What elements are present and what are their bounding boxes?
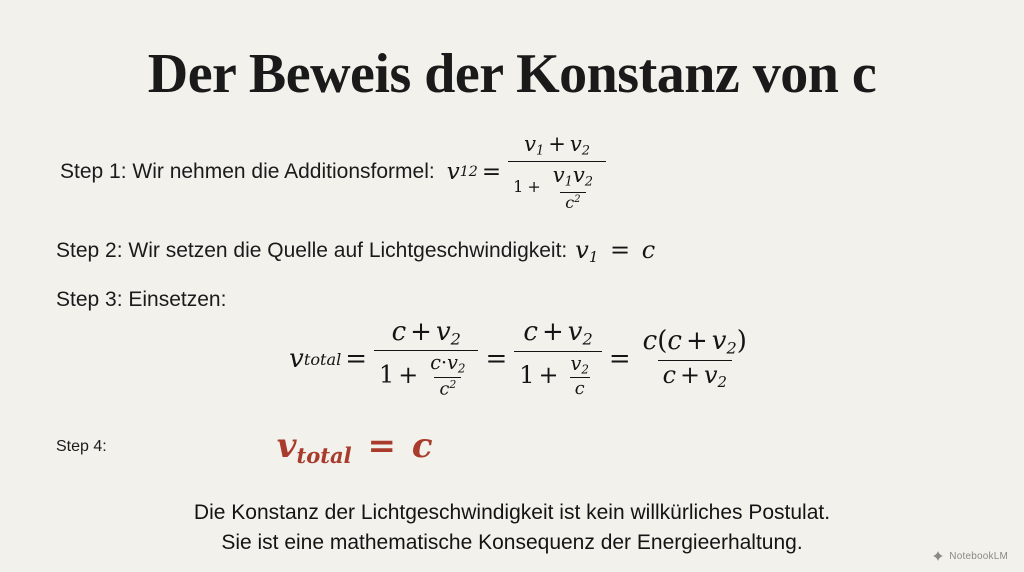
conclusion — [56, 498, 968, 558]
math-equals: = — [609, 236, 631, 265]
math-equals: = — [367, 425, 397, 466]
math-sub-1: 1 — [588, 248, 599, 267]
math-plus: + — [398, 360, 419, 389]
math-equals: = — [345, 344, 368, 375]
step-3-label: Step 3: Einsetzen: — [56, 288, 227, 312]
math-sub-12: 12 — [459, 164, 478, 181]
conclusion-line-1: Die Konstanz der Lichtgeschwindigkeit ist kein willkürliches Postulat. — [193, 500, 831, 524]
math-v: v — [524, 132, 536, 157]
fraction-denominator — [570, 377, 590, 399]
math-c: c — [574, 379, 585, 400]
math-equals: = — [481, 159, 502, 186]
step-2-formula — [575, 236, 655, 266]
fraction-numerator — [548, 163, 598, 192]
math-c: c — [662, 360, 676, 389]
fraction-step1 — [508, 132, 606, 212]
math-sub-2: 2 — [582, 329, 593, 349]
fraction-denominator — [434, 377, 461, 400]
fraction-denominator — [514, 351, 602, 400]
math-sub-2: 2 — [581, 361, 589, 376]
fraction-denominator — [508, 161, 606, 212]
math-c: c — [439, 379, 450, 400]
math-v: v — [289, 344, 304, 375]
fraction-numerator — [425, 352, 470, 377]
math-v: v — [447, 351, 458, 375]
fraction-term-2 — [514, 318, 602, 399]
math-c: c — [523, 317, 538, 348]
math-v: v — [435, 317, 451, 348]
fraction-term-3 — [638, 327, 752, 390]
math-plus: + — [538, 360, 559, 389]
inner-fraction — [425, 352, 470, 400]
math-sup-2: 2 — [449, 378, 457, 392]
math-sub-2: 2 — [457, 361, 466, 376]
fraction-numerator — [518, 318, 597, 350]
math-plus: + — [527, 177, 541, 197]
math-v: v — [569, 132, 582, 157]
math-sub-2: 2 — [717, 373, 727, 391]
math-v: v — [567, 317, 583, 348]
math-c: c — [391, 317, 407, 348]
math-c: c — [411, 425, 433, 466]
watermark-label: NotebookLM — [949, 550, 1008, 562]
math-c: c — [565, 192, 575, 212]
math-cdot: · — [441, 351, 448, 375]
step-2-label: Step 2: Wir setzen die Quelle auf Lichtgeschwindigkeit: — [56, 239, 568, 263]
step-4-row — [56, 426, 968, 468]
math-v: v — [552, 163, 565, 188]
math-v: v — [572, 163, 585, 188]
fraction-term-1 — [374, 318, 478, 400]
step-3-row — [56, 288, 968, 400]
step-3-label-line — [56, 288, 968, 312]
step-1-row — [56, 132, 968, 212]
fraction-denominator — [374, 350, 478, 400]
math-c: c — [642, 326, 658, 357]
math-v: v — [711, 326, 727, 357]
step-1-formula — [447, 132, 609, 212]
conclusion-line-2: Sie ist eine mathematische Konsequenz der Energieerhaltung. — [221, 530, 803, 554]
math-v: v — [704, 360, 718, 389]
inner-fraction — [566, 353, 594, 400]
step-3-formula — [76, 318, 968, 400]
notebooklm-logo-icon — [932, 550, 944, 562]
math-plus: + — [685, 326, 708, 357]
math-v: v — [446, 159, 460, 186]
math-v: v — [570, 351, 582, 375]
math-sup-2: 2 — [574, 193, 581, 205]
math-plus: + — [541, 317, 564, 348]
math-sub-2: 2 — [726, 338, 737, 358]
step-1-label: Step 1: Wir nehmen die Additionsformel: — [60, 160, 435, 184]
math-plus: + — [679, 360, 700, 389]
math-sub-1: 1 — [564, 174, 573, 190]
math-c: c — [430, 351, 442, 375]
math-plus: + — [548, 132, 566, 157]
math-sub-total: total — [303, 349, 342, 369]
inner-fraction — [548, 163, 598, 212]
math-one: 1 — [513, 177, 524, 197]
math-v: v — [575, 236, 589, 265]
math-equals: = — [485, 344, 508, 375]
fraction-denominator — [560, 192, 585, 212]
fraction-denominator — [658, 360, 732, 391]
math-sub-2: 2 — [581, 144, 591, 160]
math-sub-2: 2 — [450, 329, 461, 349]
fraction-numerator — [566, 353, 594, 378]
fraction-numerator: $c(c + v_2)$ — [642, 326, 747, 358]
fraction-numerator — [387, 318, 466, 350]
step-4-result — [277, 426, 433, 468]
math-plus: + — [410, 317, 432, 348]
math-sub-2: 2 — [584, 174, 594, 190]
slide-body — [0, 104, 1024, 557]
math-c: c — [641, 236, 656, 265]
math-one: 1 — [379, 360, 395, 389]
math-one: 1 — [519, 360, 535, 389]
watermark — [932, 550, 1008, 562]
math-sub-total: total — [296, 442, 352, 468]
page-title: Der Beweis der Konstanz von c — [147, 43, 877, 105]
math-c: c — [667, 326, 682, 357]
fraction-numerator — [519, 132, 595, 161]
step-4-label: Step 4: — [56, 437, 107, 455]
math-sub-1: 1 — [535, 144, 545, 160]
math-equals: = — [608, 344, 631, 375]
step-2-row — [56, 236, 968, 266]
math-v: v — [276, 425, 297, 466]
